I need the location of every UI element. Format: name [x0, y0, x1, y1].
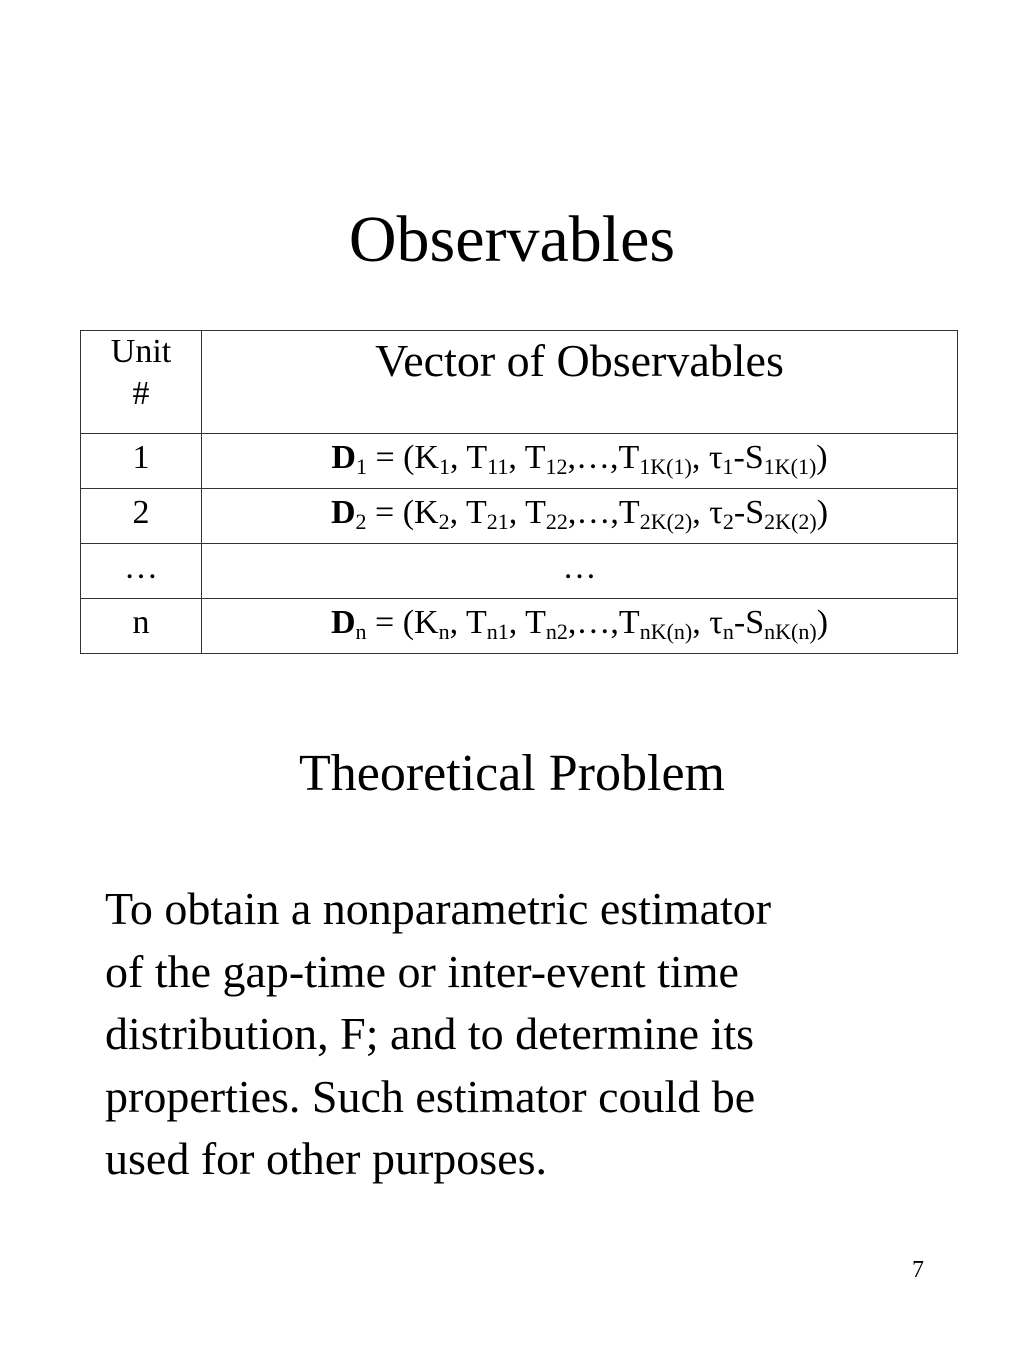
t-a: , T [450, 439, 488, 476]
unit-cell: 1 [81, 434, 202, 489]
tau: , τ [692, 494, 723, 531]
vector-close: ) [816, 439, 828, 476]
tau: , τ [691, 439, 723, 476]
vector-symbol: D [330, 604, 356, 641]
t-c-subscript: nK(n) [639, 619, 693, 644]
s-term: -S [733, 604, 765, 641]
s-subscript: 2K(2) [764, 509, 817, 534]
s-term: -S [733, 439, 764, 476]
t-b: , T [508, 439, 546, 476]
vector-symbol: D [330, 494, 356, 531]
table-row [81, 489, 958, 544]
unit-cell: … [81, 544, 202, 599]
tau: , τ [692, 604, 723, 641]
slide-title: Observables [348, 203, 676, 276]
vector-index: 1 [355, 454, 367, 479]
t-a: , T [449, 494, 487, 531]
vector-close: ) [816, 604, 829, 641]
unit-column-header [81, 331, 202, 434]
s-subscript: 1K(1) [763, 454, 817, 479]
page-number: 7 [912, 1257, 924, 1283]
tau-subscript: n [722, 619, 734, 644]
t-c: ,…,T [567, 494, 640, 531]
s-subscript: nK(n) [764, 619, 817, 644]
vector-column-header: Vector of Observables [202, 331, 958, 434]
t-a-subscript: 21 [486, 509, 509, 534]
t-a-subscript: n1 [486, 619, 509, 644]
t-b: , T [508, 604, 546, 641]
table-row [81, 599, 958, 654]
vector-cell [202, 489, 958, 544]
t-c: ,…,T [567, 604, 640, 641]
t-a-subscript: 11 [487, 454, 509, 479]
vector-eq-open: = (K [366, 604, 439, 641]
t-b-subscript: 12 [545, 454, 568, 479]
vector-eq-open: = (K [366, 439, 439, 476]
s-term: -S [733, 494, 765, 531]
unit-cell: 2 [81, 489, 202, 544]
unit-header-line2: # [132, 375, 150, 412]
table-header-row [81, 331, 958, 434]
t-b: , T [508, 494, 546, 531]
tau-subscript: 1 [722, 454, 734, 479]
vector-close: ) [816, 494, 829, 531]
vector-cell [202, 599, 958, 654]
body-paragraph: To obtain a nonparametric estimator of the gap-time or inter-event time distribution, F; and to determine its properties. Such estimator could be used for other purposes. [105, 883, 772, 1184]
k-subscript: n [438, 619, 450, 644]
tau-subscript: 2 [722, 509, 734, 534]
unit-header-line1: Unit [110, 333, 172, 370]
observables-table [80, 330, 958, 654]
unit-cell: n [81, 599, 202, 654]
table-row [81, 434, 958, 489]
t-b-subscript: n2 [545, 619, 568, 644]
k-subscript: 2 [438, 509, 450, 534]
vector-cell [202, 434, 958, 489]
vector-symbol: D [331, 439, 356, 476]
t-c-subscript: 1K(1) [639, 454, 692, 479]
vector-eq-open: = (K [366, 494, 439, 531]
t-a: , T [449, 604, 487, 641]
t-b-subscript: 22 [545, 509, 568, 534]
t-c: ,…,T [567, 439, 640, 476]
k-subscript: 1 [439, 454, 450, 479]
section-subtitle: Theoretical Problem [299, 745, 725, 802]
vector-cell: … [202, 544, 958, 599]
table-row [81, 544, 958, 599]
t-c-subscript: 2K(2) [639, 509, 693, 534]
vector-index: 2 [355, 509, 367, 534]
vector-index: n [355, 619, 367, 644]
